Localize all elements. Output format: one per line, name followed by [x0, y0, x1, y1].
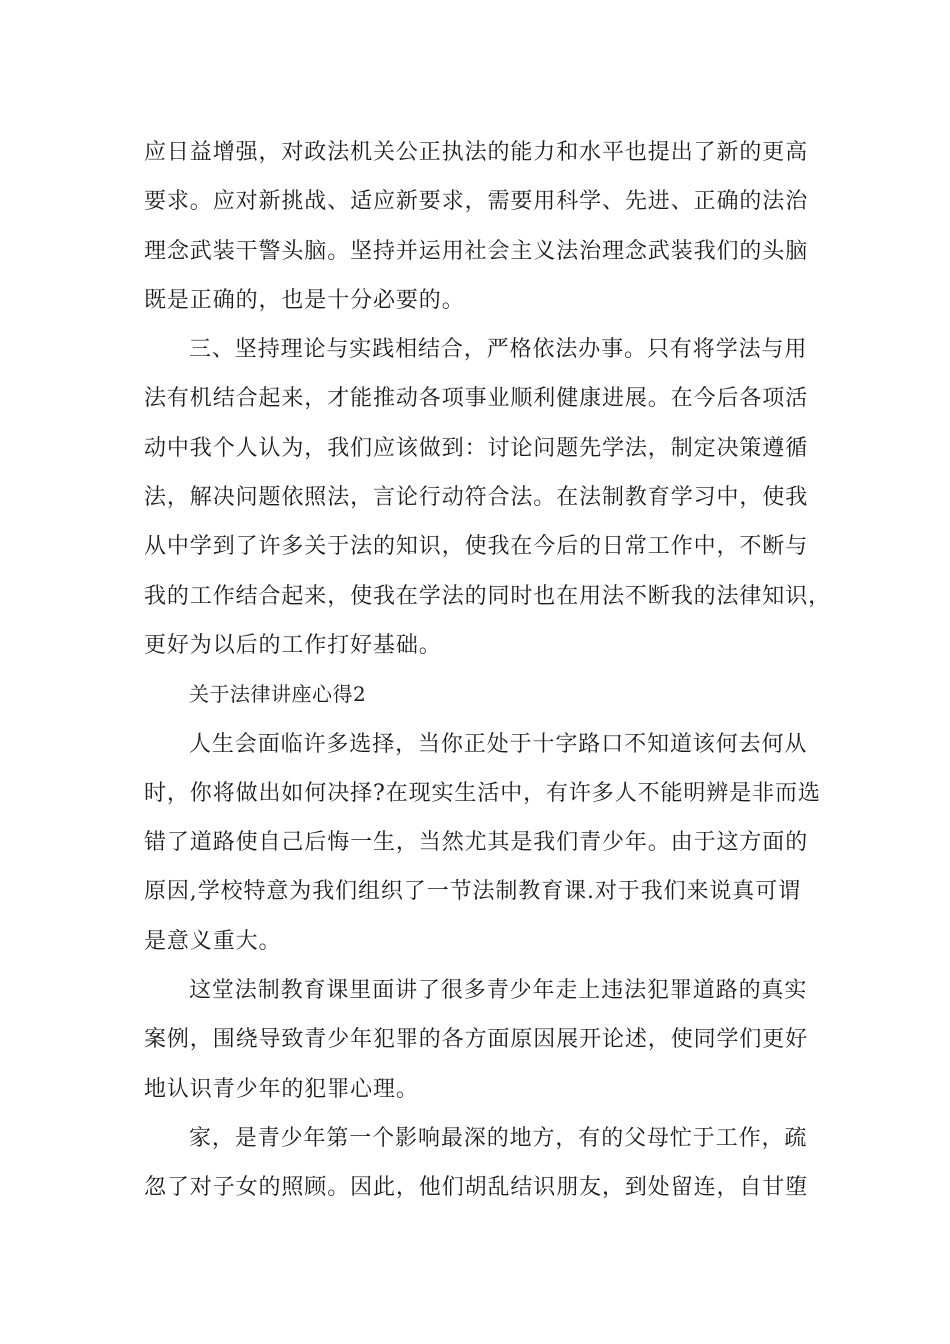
text-line: 是意义重大。	[144, 928, 282, 954]
text-line: 时，你将做出如何决择?在现实生活中，有许多人不能明辨是非而选	[144, 780, 821, 806]
text-line: 地认识青少年的犯罪心理。	[144, 1076, 419, 1102]
text-line: 法，解决问题依照法，言论行动符合法。在法制教育学习中，使我	[144, 485, 809, 511]
document-body	[144, 128, 832, 1213]
text-line: 案例，围绕导致青少年犯罪的各方面原因展开论述，使同学们更好	[144, 1027, 809, 1053]
text-line: 原因,学校特意为我们组织了一节法制教育课.对于我们来说真可谓	[144, 879, 801, 905]
text-line: 从中学到了许多关于法的知识，使我在今后的日常工作中，不断与	[144, 534, 809, 560]
text-line: 既是正确的，也是十分必要的。	[144, 287, 465, 313]
text-line: 错了道路使自己后悔一生，当然尤其是我们青少年。由于这方面的	[144, 830, 809, 856]
paragraph-start-line: 三、坚持理论与实践相结合，严格依法办事。只有将学法与用	[189, 337, 808, 363]
text-line: 应日益增强，对政法机关公正执法的能力和水平也提出了新的更高	[144, 140, 809, 165]
text-line: 更好为以后的工作打好基础。	[144, 632, 442, 658]
text-line: 法有机结合起来，才能推动各项事业顺利健康进展。在今后各项活	[144, 386, 809, 412]
paragraph-start-line: 人生会面临许多选择，当你正处于十字路口不知道该何去何从	[189, 731, 808, 757]
text-line: 动中我个人认为，我们应该做到：讨论问题先学法，制定决策遵循	[144, 435, 809, 461]
text-line: 要求。应对新挑战、适应新要求，需要用科学、先进、正确的法治	[144, 189, 809, 215]
paragraph-start-line: 这堂法制教育课里面讲了很多青少年走上违法犯罪道路的真实	[189, 978, 808, 1004]
section-heading: 关于法律讲座心得2	[189, 682, 367, 707]
text-line: 理念武装干警头脑。坚持并运用社会主义法治理念武装我们的头脑	[144, 238, 809, 264]
text-line: 忽了对子女的照顾。因此，他们胡乱结识朋友，到处留连，自甘堕	[144, 1175, 809, 1201]
paragraph-start-line: 家，是青少年第一个影响最深的地方，有的父母忙于工作，疏	[189, 1125, 808, 1151]
text-line: 我的工作结合起来，使我在学法的同时也在用法不断我的法律知识，	[144, 583, 832, 609]
